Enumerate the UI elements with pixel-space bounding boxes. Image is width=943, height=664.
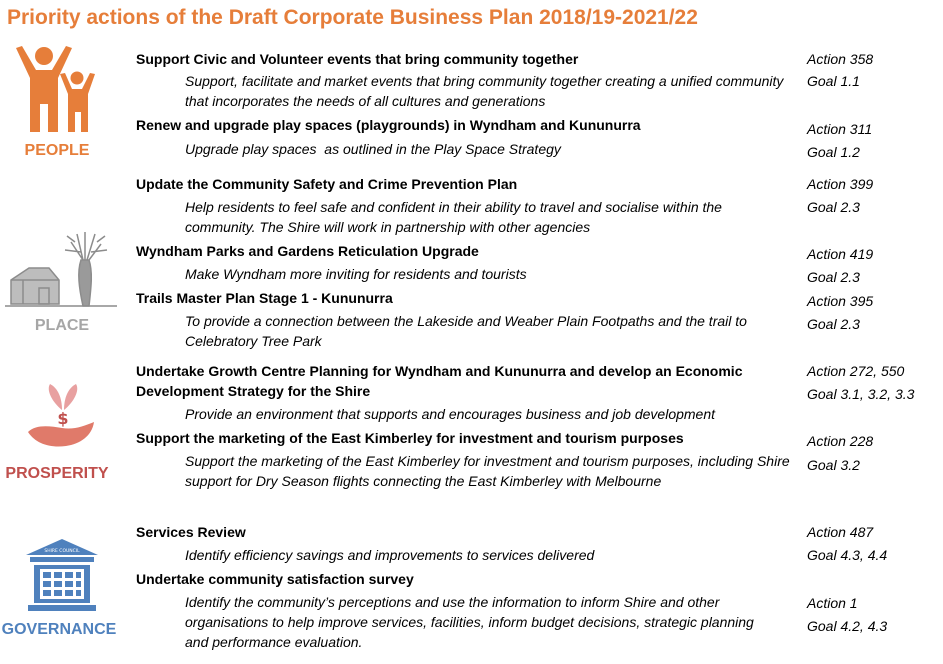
boab-tree-house-icon <box>5 228 117 308</box>
category-place-label: PLACE <box>34 317 90 334</box>
item-action: Action 487 <box>807 524 874 540</box>
item-description: Support, facilitate and market events that bring community together creating a unified community that incorporates the needs of all cultures and generations <box>185 73 784 109</box>
item-heading: Renew and upgrade play spaces (playgrounds) in Wyndham and Kununurra <box>136 117 641 133</box>
item-action: Action 272, 550 <box>807 363 905 379</box>
item-heading: Undertake Growth Centre Planning for Wyndham and Kununurra and develop an Economic Development Strategy for the Shire <box>136 363 743 399</box>
item-goal: Goal 2.3 <box>807 269 860 285</box>
page-title: Priority actions of the Draft Corporate Business Plan 2018/19-2021/22 <box>7 6 698 29</box>
item-description: Identify the community’s perceptions and use the information to inform Shire and other organisations to help improve services, facilities, inform budget decisions, strategic planning and performance evaluation. <box>185 594 754 650</box>
item-heading: Services Review <box>136 524 246 540</box>
item-goal: Goal 3.1, 3.2, 3.3 <box>807 386 915 402</box>
item-action: Action 419 <box>807 246 874 262</box>
item-description: Make Wyndham more inviting for residents and tourists <box>185 266 527 282</box>
item-description: Help residents to feel safe and confident in their ability to travel and socialise within the community. The Shire will work in partnership with other agencies <box>185 199 722 235</box>
item-action: Action 395 <box>807 293 874 309</box>
people-icon <box>14 44 98 134</box>
item-heading: Undertake community satisfaction survey <box>136 571 414 587</box>
item-heading: Support the marketing of the East Kimberley for investment and tourism purposes <box>136 430 684 446</box>
item-goal: Goal 2.3 <box>807 199 860 215</box>
item-action: Action 228 <box>807 433 874 449</box>
item-heading: Update the Community Safety and Crime Prevention Plan <box>136 176 518 192</box>
item-heading: Support Civic and Volunteer events that bring community together <box>136 51 579 67</box>
item-description: Provide an environment that supports and encourages business and job development <box>185 406 716 422</box>
category-prosperity-label: PROSPERITY <box>5 465 109 482</box>
item-heading: Wyndham Parks and Gardens Reticulation Upgrade <box>136 243 479 259</box>
item-goal: Goal 3.2 <box>807 457 860 473</box>
item-goal: Goal 2.3 <box>807 316 860 332</box>
item-goal: Goal 1.2 <box>807 144 860 160</box>
svg-text:SHIRE COUNCIL: SHIRE COUNCIL <box>44 549 80 554</box>
hand-seedling-dollar-icon <box>22 380 102 450</box>
shire-council-building-icon <box>24 537 100 613</box>
item-description: To provide a connection between the Lakeside and Weaber Plain Footpaths and the trail to Celebratory Tree Park <box>185 313 747 349</box>
item-goal: Goal 1.1 <box>807 73 860 89</box>
category-people-label: PEOPLE <box>24 142 90 159</box>
item-action: Action 399 <box>807 176 874 192</box>
item-action: Action 358 <box>807 51 874 67</box>
item-goal: Goal 4.2, 4.3 <box>807 618 888 634</box>
item-description: Upgrade play spaces as outlined in the Play Space Strategy <box>185 141 561 157</box>
item-action: Action 311 <box>807 121 873 137</box>
category-governance-label: GOVERNANCE <box>1 621 117 638</box>
item-action: Action 1 <box>807 595 858 611</box>
item-description: Identify efficiency savings and improvements to services delivered <box>185 547 595 563</box>
item-description: Support the marketing of the East Kimberley for investment and tourism purposes, including Shire support for Dry Season flights connecting the East Kimberley with Melbourne <box>185 453 790 489</box>
svg-text:$: $ <box>57 409 69 428</box>
item-heading: Trails Master Plan Stage 1 - Kununurra <box>136 290 393 306</box>
item-goal: Goal 4.3, 4.4 <box>807 547 888 563</box>
